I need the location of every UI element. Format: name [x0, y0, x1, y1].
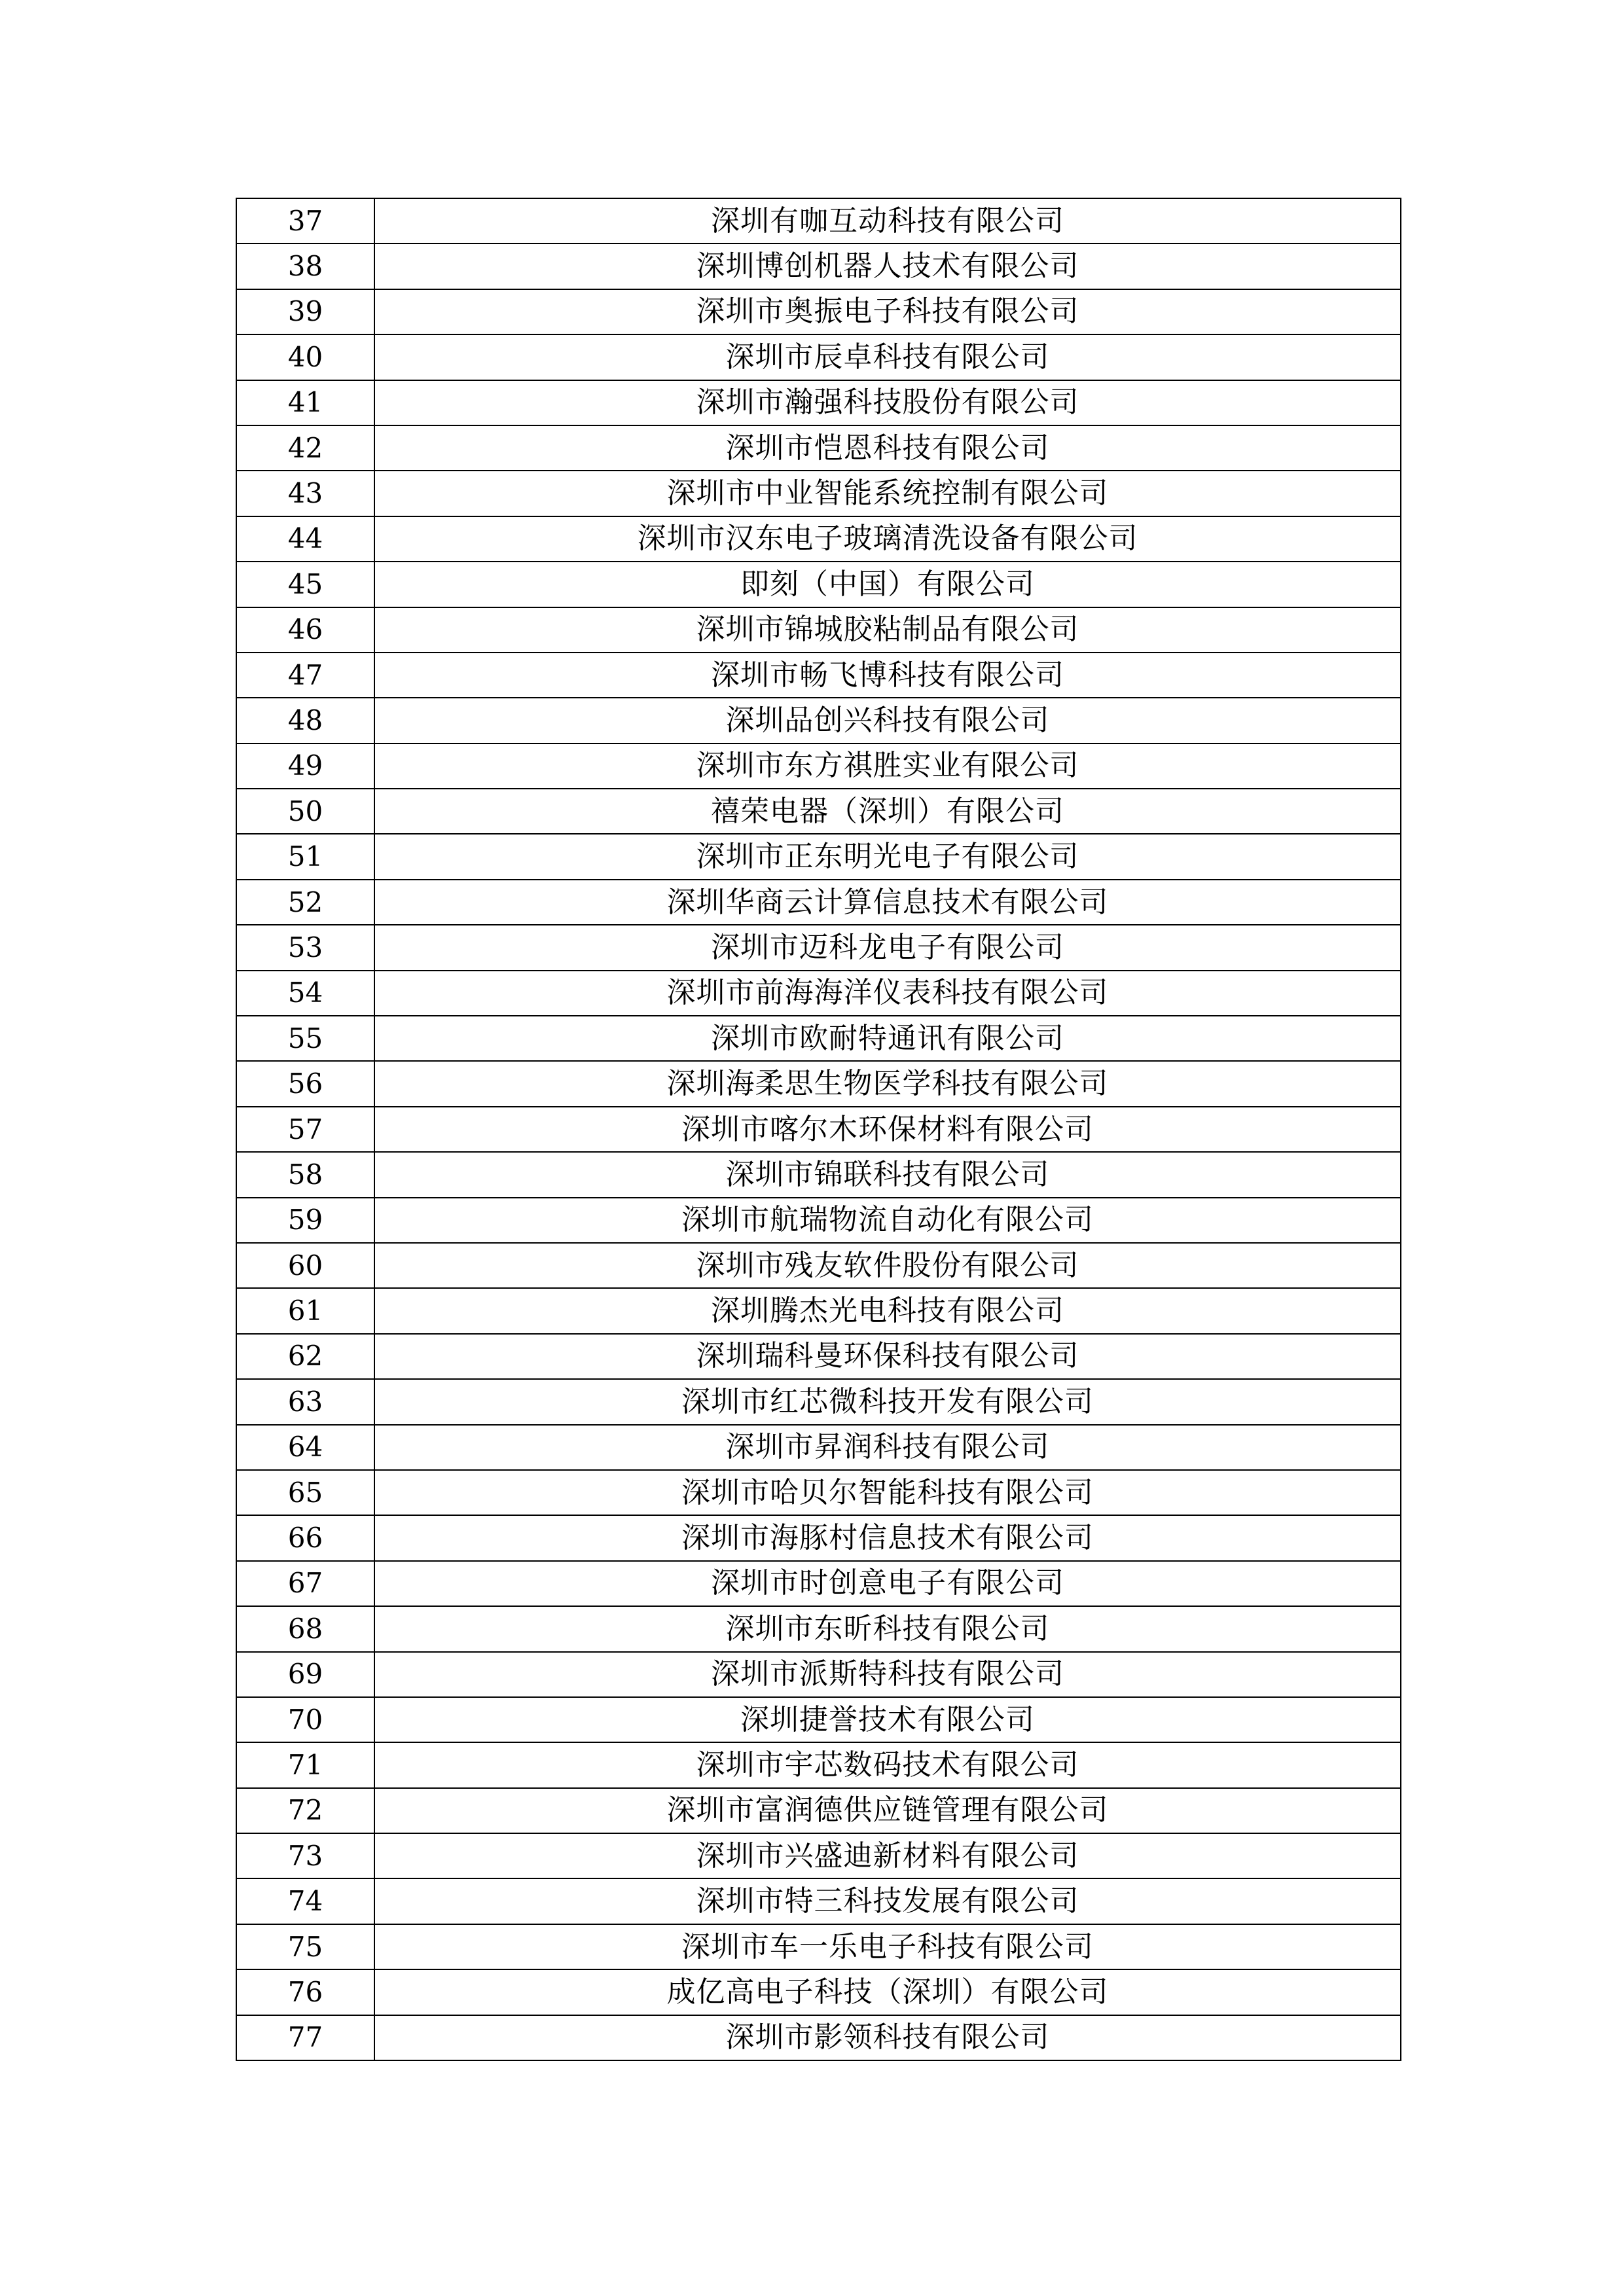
row-number: 47 — [236, 653, 374, 698]
row-number: 40 — [236, 334, 374, 380]
row-number: 65 — [236, 1470, 374, 1515]
row-number: 56 — [236, 1061, 374, 1106]
table-row — [236, 425, 1401, 471]
row-number: 64 — [236, 1425, 374, 1470]
row-number: 37 — [236, 198, 374, 243]
company-name: 深圳市前海海洋仪表科技有限公司 — [374, 971, 1401, 1016]
table-row — [236, 1969, 1401, 2015]
row-number: 44 — [236, 516, 374, 562]
company-name: 深圳市海豚村信息技术有限公司 — [374, 1515, 1401, 1560]
row-number: 49 — [236, 744, 374, 789]
table-row — [236, 1652, 1401, 1697]
company-name: 深圳市影领科技有限公司 — [374, 2015, 1401, 2060]
row-number: 72 — [236, 1788, 374, 1833]
row-number: 51 — [236, 834, 374, 879]
row-number: 61 — [236, 1288, 374, 1333]
company-name: 成亿高电子科技（深圳）有限公司 — [374, 1969, 1401, 2015]
company-name: 深圳市瀚强科技股份有限公司 — [374, 380, 1401, 425]
table-row — [236, 198, 1401, 243]
company-name: 深圳市汉东电子玻璃清洗设备有限公司 — [374, 516, 1401, 562]
company-name: 深圳市车一乐电子科技有限公司 — [374, 1924, 1401, 1969]
row-number: 38 — [236, 243, 374, 289]
company-name: 深圳有咖互动科技有限公司 — [374, 198, 1401, 243]
company-name: 深圳市红芯微科技开发有限公司 — [374, 1379, 1401, 1424]
company-name: 深圳市迈科龙电子有限公司 — [374, 925, 1401, 970]
company-name: 禧荣电器（深圳）有限公司 — [374, 789, 1401, 834]
table-row — [236, 1742, 1401, 1787]
table-row — [236, 834, 1401, 879]
table-row — [236, 1515, 1401, 1560]
row-number: 57 — [236, 1107, 374, 1152]
row-number: 58 — [236, 1152, 374, 1197]
row-number: 43 — [236, 471, 374, 516]
table-row — [236, 1833, 1401, 1878]
company-name: 深圳市欧耐特通讯有限公司 — [374, 1016, 1401, 1061]
company-name: 深圳市哈贝尔智能科技有限公司 — [374, 1470, 1401, 1515]
row-number: 62 — [236, 1334, 374, 1379]
company-name: 深圳市辰卓科技有限公司 — [374, 334, 1401, 380]
table-row — [236, 1878, 1401, 1924]
company-name: 深圳海柔思生物医学科技有限公司 — [374, 1061, 1401, 1106]
company-name: 深圳华商云计算信息技术有限公司 — [374, 880, 1401, 925]
row-number: 73 — [236, 1833, 374, 1878]
table-row — [236, 925, 1401, 970]
company-name: 深圳市时创意电子有限公司 — [374, 1561, 1401, 1606]
table-row — [236, 607, 1401, 653]
table-row — [236, 1470, 1401, 1515]
company-name: 深圳市兴盛迪新材料有限公司 — [374, 1833, 1401, 1878]
table-row — [236, 698, 1401, 743]
company-name: 深圳市恺恩科技有限公司 — [374, 425, 1401, 471]
company-name: 深圳市派斯特科技有限公司 — [374, 1652, 1401, 1697]
row-number: 50 — [236, 789, 374, 834]
row-number: 74 — [236, 1878, 374, 1924]
company-name: 深圳市昇润科技有限公司 — [374, 1425, 1401, 1470]
company-name: 深圳瑞科曼环保科技有限公司 — [374, 1334, 1401, 1379]
table-row — [236, 1107, 1401, 1152]
row-number: 68 — [236, 1606, 374, 1651]
table-row — [236, 1425, 1401, 1470]
table-row — [236, 1061, 1401, 1106]
table-row — [236, 744, 1401, 789]
table-row — [236, 1788, 1401, 1833]
table-row — [236, 516, 1401, 562]
company-list-table — [236, 198, 1401, 2061]
table-row — [236, 789, 1401, 834]
table-row — [236, 1198, 1401, 1243]
table-row — [236, 2015, 1401, 2060]
table-row — [236, 653, 1401, 698]
company-name: 深圳市奥振电子科技有限公司 — [374, 289, 1401, 334]
table-row — [236, 562, 1401, 607]
row-number: 71 — [236, 1742, 374, 1787]
row-number: 66 — [236, 1515, 374, 1560]
row-number: 42 — [236, 425, 374, 471]
company-name: 深圳市中业智能系统控制有限公司 — [374, 471, 1401, 516]
table-row — [236, 334, 1401, 380]
row-number: 75 — [236, 1924, 374, 1969]
table-row — [236, 1606, 1401, 1651]
company-name: 深圳品创兴科技有限公司 — [374, 698, 1401, 743]
table-body — [236, 198, 1401, 2060]
row-number: 54 — [236, 971, 374, 1016]
company-name: 深圳市锦联科技有限公司 — [374, 1152, 1401, 1197]
row-number: 63 — [236, 1379, 374, 1424]
company-name: 即刻（中国）有限公司 — [374, 562, 1401, 607]
table-row — [236, 880, 1401, 925]
table-row — [236, 243, 1401, 289]
table-row — [236, 1288, 1401, 1333]
table-row — [236, 380, 1401, 425]
row-number: 46 — [236, 607, 374, 653]
company-name: 深圳市正东明光电子有限公司 — [374, 834, 1401, 879]
row-number: 53 — [236, 925, 374, 970]
row-number: 69 — [236, 1652, 374, 1697]
company-name: 深圳市航瑞物流自动化有限公司 — [374, 1198, 1401, 1243]
row-number: 55 — [236, 1016, 374, 1061]
table-row — [236, 1379, 1401, 1424]
company-name: 深圳捷誉技术有限公司 — [374, 1697, 1401, 1742]
row-number: 52 — [236, 880, 374, 925]
company-name: 深圳腾杰光电科技有限公司 — [374, 1288, 1401, 1333]
table-row — [236, 1152, 1401, 1197]
company-name: 深圳市残友软件股份有限公司 — [374, 1243, 1401, 1288]
table-row — [236, 289, 1401, 334]
table-row — [236, 471, 1401, 516]
company-name: 深圳市特三科技发展有限公司 — [374, 1878, 1401, 1924]
row-number: 59 — [236, 1198, 374, 1243]
row-number: 48 — [236, 698, 374, 743]
row-number: 60 — [236, 1243, 374, 1288]
row-number: 67 — [236, 1561, 374, 1606]
row-number: 39 — [236, 289, 374, 334]
company-name: 深圳市富润德供应链管理有限公司 — [374, 1788, 1401, 1833]
row-number: 77 — [236, 2015, 374, 2060]
table-row — [236, 1016, 1401, 1061]
company-name: 深圳市东方祺胜实业有限公司 — [374, 744, 1401, 789]
table-row — [236, 971, 1401, 1016]
table-row — [236, 1924, 1401, 1969]
company-name: 深圳市东昕科技有限公司 — [374, 1606, 1401, 1651]
row-number: 76 — [236, 1969, 374, 2015]
table-row — [236, 1561, 1401, 1606]
table-row — [236, 1243, 1401, 1288]
company-name: 深圳市宇芯数码技术有限公司 — [374, 1742, 1401, 1787]
company-name: 深圳市畅飞博科技有限公司 — [374, 653, 1401, 698]
company-name: 深圳市锦城胶粘制品有限公司 — [374, 607, 1401, 653]
company-name: 深圳博创机器人技术有限公司 — [374, 243, 1401, 289]
row-number: 41 — [236, 380, 374, 425]
row-number: 45 — [236, 562, 374, 607]
table-row — [236, 1697, 1401, 1742]
company-name: 深圳市喀尔木环保材料有限公司 — [374, 1107, 1401, 1152]
row-number: 70 — [236, 1697, 374, 1742]
table-row — [236, 1334, 1401, 1379]
